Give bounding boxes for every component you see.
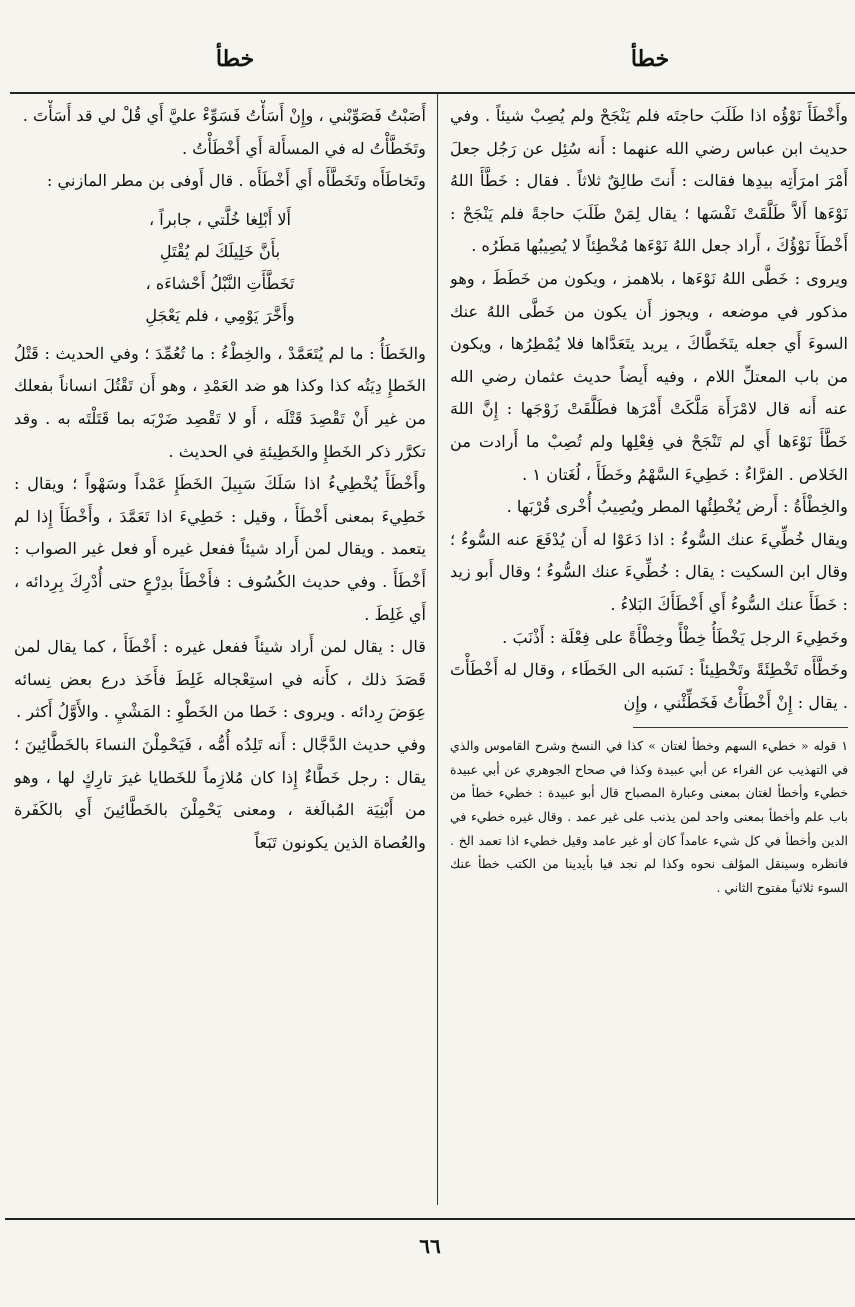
right-column <box>450 100 848 1208</box>
verse-line: وأَخَّرَ يَوْمِي ، فلم يَعْجَلِ <box>145 305 295 325</box>
poem-verse <box>14 204 426 332</box>
top-rule <box>10 92 855 94</box>
entry-paragraph: وخَطِيءَ الرجل يَخْطَأُ خِطْأً وخِطْأَةً على فِعْلَة : أَذْنَبَ . <box>502 627 848 647</box>
verse-line: تَخَطَّأَتِ النَّبْلُ أَحْشاءَه ، <box>145 273 295 293</box>
page-number: ٦٦ <box>419 1234 441 1258</box>
bottom-rule <box>5 1218 855 1220</box>
entry-paragraph: والخَطَأُ : ما لم يُتَعَمَّدْ ، والخِطْءُ : ما تُعُمِّدَ ؛ وفي الحديث : قَتْلُ الخَطإِ دِيَتُه كذا وكذا هو ضد العَمْدِ ، وهو أَن تَقْتُلَ انساناً بفعلك من غير أَنْ تَقْصِدَ قَتْلَه ، أَو لا تَقْصِد ضَرْبَه بما قَتَلْتَه به . وقد تكرَّر ذكر الخَطإِ والخَطِيئةِ في الحديث . <box>14 343 426 461</box>
entry-paragraph: وخَطَّأَه تَخْطِئَةً وتَخْطِيئاً : نَسَبه الى الخَطَاء ، وقال له أَخْطَأْتَ . يقال : إِنْ أَخْطَأْتُ فَخَطِّئْني ، وإِن <box>450 660 848 712</box>
entry-paragraph: أَصَبْتُ فَصَوِّبْني ، وإِنْ أَسَأْتُ فَسَوِّءْ عليَّ أَي قُلْ لي قد أَسَأْتَ . <box>22 106 426 125</box>
entry-paragraph: ويروى : خَطَّى اللهُ نَوْءَها ، بلاهمز ، ويكون من خَطَطَ ، وهو مذكور في موضعه ، ويجوز أَن يكون من خَطَّى اللهُ عنك السوءَ أَي جعله يتَخَطَّاكَ ، يريد يتَعَدَّاها فلا يُمْطِرُها ، ويكون من باب المعتلِّ اللام ، وفيه أَيضاً حديث عثمان رضي الله عنه أَنه قال لامْرَأَة مَلَّكَتْ أَمْرَها فطَلَّقَتْ زَوْجَها : إِنَّ اللهَ خَطَّأَ نَوْءَها أَي لم تَنْجَحْ في فِعْلِها ولم تُصِبْ ما أَرادت من الخَلاص . الفرَّاءُ : خَطِيءَ السَّهْمُ وخَطَأَ ، لُغَتان ١ . <box>450 268 848 484</box>
entry-paragraph: وتَخاطَأَه وتَخَطَّأَه أَي أَخْطَأَه . قال أَوفى بن مطر المازني : <box>46 171 426 191</box>
entry-paragraph: وأَخْطَأَ يُخْطِيءُ اذا سَلَكَ سَبِيلَ الخَطَإِ عَمْداً وسَهْواً ؛ ويقال : خَطِيءَ بمعنى أَخْطَأَ ، وقيل : خَطِيءَ اذا تَعَمَّدَ ، وأَخْطَأَ إِذا لم يتعمد . ويقال لمن أَراد شيئاً ففعل غيره أَو فعل غير الصواب : أَخْطَأَ . وفي حديث الكُسُوف : فأَخْطَأَ بدِرْعٍ حتى أُدْرِكَ بِرِدائه ، أَي غَلِطَ . <box>14 474 426 624</box>
entry-paragraph: وفي حديث الدَّجَّال : أَنه تَلِدُه أُمُّه ، فَيَحْمِلْنَ النساءَ بالخَطَّائِينَ ؛ يقال : رجل خَطَّاءٌ إِذا كان مُلازِماً للخَطايا غيرَ تارِكٍ لها ، وهو من أَبْنِيَة المُبالَغة ، ومعنى يَحْمِلْنَ بالخَطَّائِينَ أَي بالكَفَرة والعُصاة الذين يكونون تَبَعاً <box>14 734 426 852</box>
entry-paragraph: قال : يقال لمن أَراد شيئاً ففعل غيره : أَخْطَأَ ، كما يقال لمن قَصَدَ ذلك ، كأَنه في استِعْجاله غَلِطَ فأَخَذ درع بعض نِسائه عِوَضَ رِدائه . ويروى : خَطا من الخَطْوِ : المَشْيِ . والأَوَّلُ أَكثر . <box>14 637 426 722</box>
verse-line: أَلا أَبْلِغا خُلَّتي ، جابراً ، <box>149 209 291 229</box>
footnote: ١ قوله « خطيء السهم وخطأ لغتان » كذا في النسخ وشرح القاموس والذي في التهذيب عن الفراء عن أبي عبيدة وكذا في صحاح الجوهري عن أبي عبيدة خطيء وأخطأ لغتان بمعنى وعبارة المصباح قال أبو عبيدة : خطيء خطأ من باب علم وأخطأ بمعنى واحد لمن يذنب على غير عمد . وقال غيره خطيء في الدين وأخطأ في كل شيء عامداً كان أو غير عامد وقيل خطيء اذا تعمد الخ . فانظره وسينقل المؤلف نحوه وكذا لم نجد فيا بأيدينا من الكتب خطأ عنك السوء ثلاثياً مفتوح الثاني . <box>450 738 848 895</box>
left-column <box>14 100 426 1208</box>
entry-paragraph: ويقال خُطِّيءَ عنك السُّوءُ : اذا دَعَوْا له أَن يُدْفَعَ عنه السُّوءُ ؛ وقال ابن السكيت : يقال : خُطِّيءَ عنك السُّوءُ ؛ وقال أَبو زيد : خَطَأَ عنك السُّوءُ أَي أَخْطَأَكَ البَلاءُ . <box>450 529 848 614</box>
header-word-left: خطأ <box>215 46 255 72</box>
header-word-right: خطأ <box>630 46 670 72</box>
entry-paragraph: وتَخَطَّأْتُ له في المسأَلة أَي أَخْطَأْتُ . <box>182 138 426 158</box>
column-divider <box>437 93 438 1205</box>
entry-paragraph: وأَخْطَأَ نَوْؤُه اذا طَلَبَ حاجتَه فلم يَنْجَحْ ولم يُصِبْ شيئاً . وفي حديث ابن عباس رضي الله عنهما : أَنه سُئِل عن رَجُل جعلَ أَمْرَ امرَأَتِه بيدِها فقالت : أَنتَ طالِقٌ ثلاثاً . فقال : خَطَّأَ اللهُ نَوْءَها أَلاَّ طَلَّقَتْ نَفْسَها ؛ يقال لِمَنْ طَلَبَ حاجةً فلم يَنْجَحْ : أَخْطَأَ نَوْؤُكَ ، أَراد جعل اللهُ نَوْءَها مُخْطِئاً لا يُصِيبُها مَطَرُه . <box>450 106 848 256</box>
footnote-rule <box>633 727 848 728</box>
verse-line: بأَنَّ خَلِيلَكَ لم يُقْتَلِ <box>159 241 281 261</box>
entry-paragraph: والخِطْأَةُ : أَرض يُخْطِئُها المطر ويُصِيبُ أُخْرى قُرْبَها . <box>506 497 848 517</box>
page-header <box>0 40 855 80</box>
